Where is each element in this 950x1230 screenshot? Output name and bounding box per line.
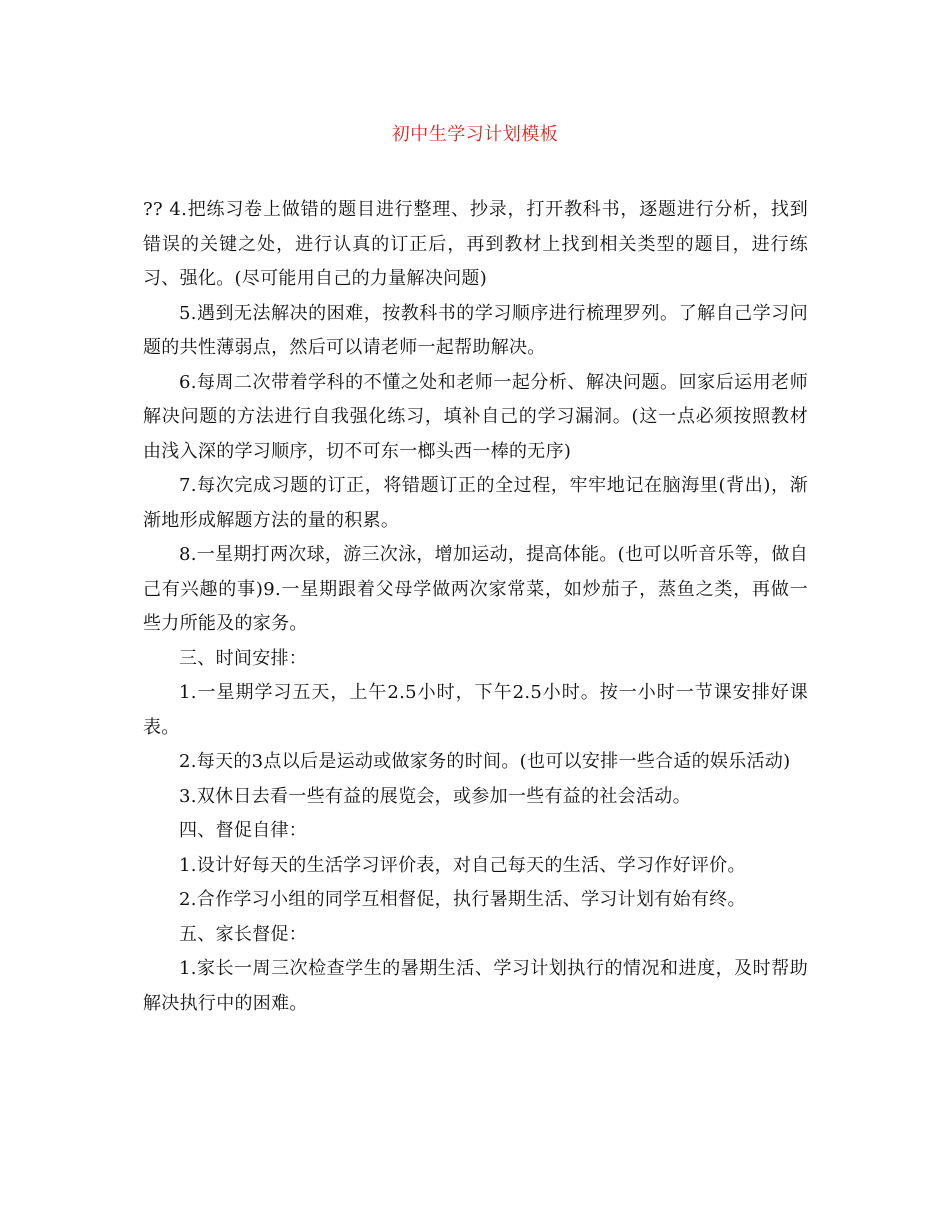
parent-item-1: 1.家长一周三次检查学生的暑期生活、学习计划执行的情况和进度，及时帮助解决执行中的困难。 [143,958,808,1014]
section-heading-time-schedule: 三、时间安排： [179,647,308,669]
discipline-item-2: 2.合作学习小组的同学互相督促，执行暑期生活、学习计划有始有终。 [179,889,746,910]
paragraph-item-5: 5.遇到无法解决的困难，按教科书的学习顺序进行梳理罗列。了解自己学习问题的共性薄弱点，然后可以请老师一起帮助解决。 [143,302,808,358]
section-heading-parent-supervision: 五、家长督促： [179,923,308,945]
paragraph-item-7: 7.每次完成习题的订正，将错题订正的全过程，牢牢地记在脑海里(背出)，渐渐地形成解题方法的量的积累。 [143,475,808,531]
schedule-item-3: 3.双休日去看一些有益的展览会，或参加一些有益的社会活动。 [179,785,691,807]
paragraph-item-8-9: 8.一星期打两次球，游三次泳，增加运动，提高体能。(也可以听音乐等，做自己有兴趣的事)9.一星期跟着父母学做两次家常菜，如炒茄子，蒸鱼之类，再做一些力所能及的家务。 [143,544,808,634]
discipline-item-1: 1.设计好每天的生活学习评价表，对自己每天的生活、学习作好评价。 [179,854,746,876]
schedule-item-1: 1.一星期学习五天，上午2.5小时，下午2.5小时。按一小时一节课安排好课表。 [143,682,808,738]
section-heading-self-discipline: 四、督促自律： [179,820,308,841]
paragraph-item-6: 6.每周二次带着学科的不懂之处和老师一起分析、解决问题。回家后运用老师解决问题的方法进行自我强化练习，填补自己的学习漏洞。(这一点必须按照教材由浅入深的学习顺序，切不可东一榔头西一棒的无序) [143,371,808,462]
schedule-item-2: 2.每天的3点以后是运动或做家务的时间。(也可以安排一些合适的娱乐活动) [179,751,791,772]
document-title: 初中生学习计划模板 [391,124,559,145]
document-body [143,193,808,1021]
paragraph-item-4: ?? 4.把练习卷上做错的题目进行整理、抄录，打开教科书，逐题进行分析，找到错误的关键之处，进行认真的订正后，再到教材上找到相关类型的题目，进行练习、强化。(尽可能用自己的力量解决问题) [143,199,808,289]
